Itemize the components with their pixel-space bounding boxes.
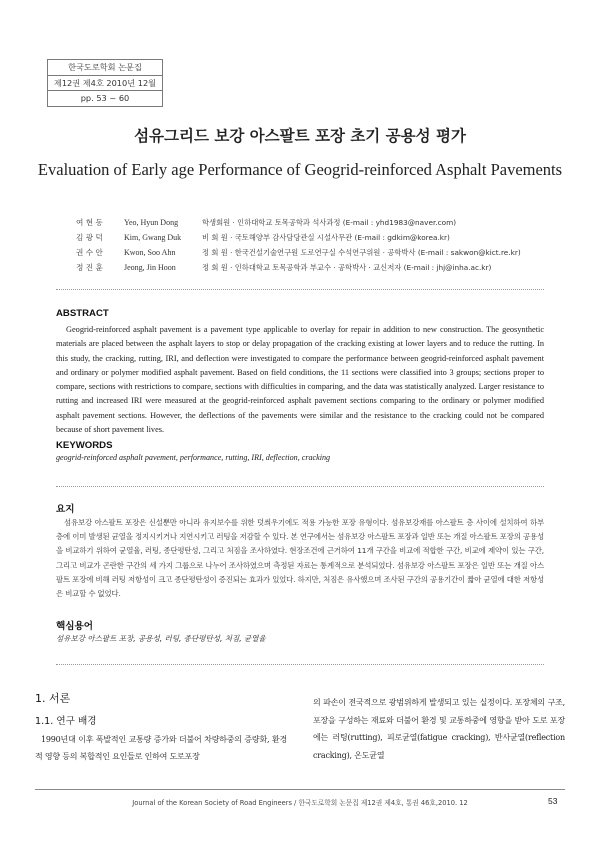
- footer-rule: [35, 789, 565, 790]
- author-name-en: Jeong, Jin Hoon: [124, 263, 176, 272]
- title-english: Evaluation of Early age Performance of Geogrid-reinforced Asphalt Pavements: [37, 160, 563, 179]
- subsection-heading: 1.1. 연구 배경: [35, 716, 97, 727]
- keywords-text: geogrid-reinforced asphalt pavement, performance, rutting, IRI, deflection, cracking: [56, 453, 331, 462]
- journal-name: 한국도로학회 논문집: [68, 62, 142, 72]
- author-name-en: Kim, Gwang Duk: [124, 233, 182, 242]
- divider: [56, 486, 544, 487]
- abstract-text: Geogrid-reinforced asphalt pavement is a pavement type applicable to overlay for repair in addition to new construction. The geosynthetic materials are placed between the asphalt layers to stop or delay propagation of the cracking existing at lower layers and to reduce the rutting. In this study, the cracking, rutting, IRI, and deflection were investigated to compare the performance between geogrid-reinforced asphalt pavement and ordinary or polymer modified asphalt pavement. Based on field conditions, the 11 sections were classified into 3 groups; sections proper to compare, sections with restrictions to compare, sections with difficulties in comparing, and the data was statistically analyzed. Larger resistance to rutting and increased IRI were measured at the geogrid-reinforced asphalt pavement sections comparing to the ordinary or polymer modified asphalt pavement sections. However, the deflections of the pavements were similar and the resistance to the cracking could not be compared because of short pavement lives.: [56, 325, 544, 435]
- hk-text: 섬유보강 아스팔트 포장, 공용성, 러팅, 종단평탄성, 처짐, 균열율: [56, 634, 266, 643]
- abstract-heading: ABSTRACT: [56, 308, 109, 319]
- journal-info-box: [47, 59, 163, 107]
- body-text-left-content: 1990년대 이후 폭발적인 교통량 증가와 더불어 차량하중의 증량화, 환경적 영향 등의 복합적인 요인들로 인하여 도로포장: [35, 735, 287, 761]
- author-name-ko: 정 진 훈: [76, 263, 103, 272]
- yoji-text: 섬유보강 아스팔트 포장은 신설뿐만 아니라 유지보수를 위한 덧씌우기에도 적용 가능한 포장 유형이다. 섬유보강재를 아스팔트 층 사이에 설치하여 하부 층에 이미 발생된 균열을 정지시키거나 지연시키고 러팅을 저감할 수 있다. 본 연구에서는 섬유보강 아스팔트 포장과 일반 또는 개질 아스팔트 포장의 공용성을 비교하기 위하여 균열율, 러팅, 종단평탄성, 그리고 처짐을 조사하였다. 현장조건에 근거하여 11개 구간을 비교에 적합한 구간, 비교에 제약이 있는 구간, 그리고 비교가 곤란한 구간의 세 가지 그룹으로 나누어 조사하였으며 측정된 자료는 통계적으로 분석되었다. 섬유보강 아스팔트 포장은 일반 또는 개질 아스팔트 포장에 비해 러팅 저항성이 크고 종단평탄성이 증진되는 효과가 있었다. 하지만, 처짐은 유사했으며 조사된 구간의 공용기간이 짧아 균열에 대한 저항성은 비교할 수 없었다.: [56, 518, 544, 599]
- yoji-heading: 요지: [56, 504, 75, 515]
- divider: [56, 289, 544, 290]
- author-affiliation: 비 회 원 · 국토해양부 감사담당관실 시설사무관 (E-mail : gdkim@korea.kr): [202, 233, 450, 242]
- hk-heading: 핵심용어: [56, 621, 94, 632]
- author-affiliation: 정 회 원 · 인하대학교 토목공학과 부교수 · 공학박사 · 교신저자 (E-mail : jhj@inha.ac.kr): [202, 263, 492, 272]
- journal-volume: 제12권 제4호 2010년 12월: [48, 75, 162, 91]
- author-name-ko: 여 현 동: [76, 218, 103, 227]
- author-affiliation: 정 회 원 · 한국건설기술연구원 도로연구실 수석연구위원 · 공학박사 (E-mail : sakwon@kict.re.kr): [202, 248, 521, 257]
- author-name-en: Yeo, Hyun Dong: [124, 218, 179, 227]
- title-korean: 섬유그리드 보강 아스팔트 포장 초기 공용성 평가: [134, 127, 466, 145]
- journal-pages: pp. 53 ~ 60: [48, 90, 162, 106]
- body-text-right: 의 파손이 전국적으로 광범위하게 발생되고 있는 실정이다. 포장체의 구조, 포장을 구성하는 재료와 더불어 환경 및 교통하중에 영향을 받아 도로 포장에는 러팅(rutting), 피로균열(fatigue cracking), 반사균열(reflection cracking), 온도균열: [313, 698, 565, 760]
- author-affiliation: 학생회원 · 인하대학교 토목공학과 석사과정 (E-mail : yhd1983@naver.com): [202, 218, 457, 227]
- author-name-ko: 권 수 안: [76, 248, 103, 257]
- keywords-heading: KEYWORDS: [56, 440, 113, 451]
- body-text-left: [35, 732, 287, 765]
- section-heading: 1. 서론: [35, 692, 71, 705]
- author-name-en: Kwon, Soo Ahn: [124, 248, 176, 257]
- footer-journal: Journal of the Korean Society of Road Engineers / 한국도로학회 논문집 제12권 제4호, 통권 46호,2010. 12: [132, 799, 468, 807]
- author-name-ko: 김 광 덕: [76, 233, 103, 242]
- divider: [56, 664, 544, 665]
- page-number: 53: [548, 796, 558, 806]
